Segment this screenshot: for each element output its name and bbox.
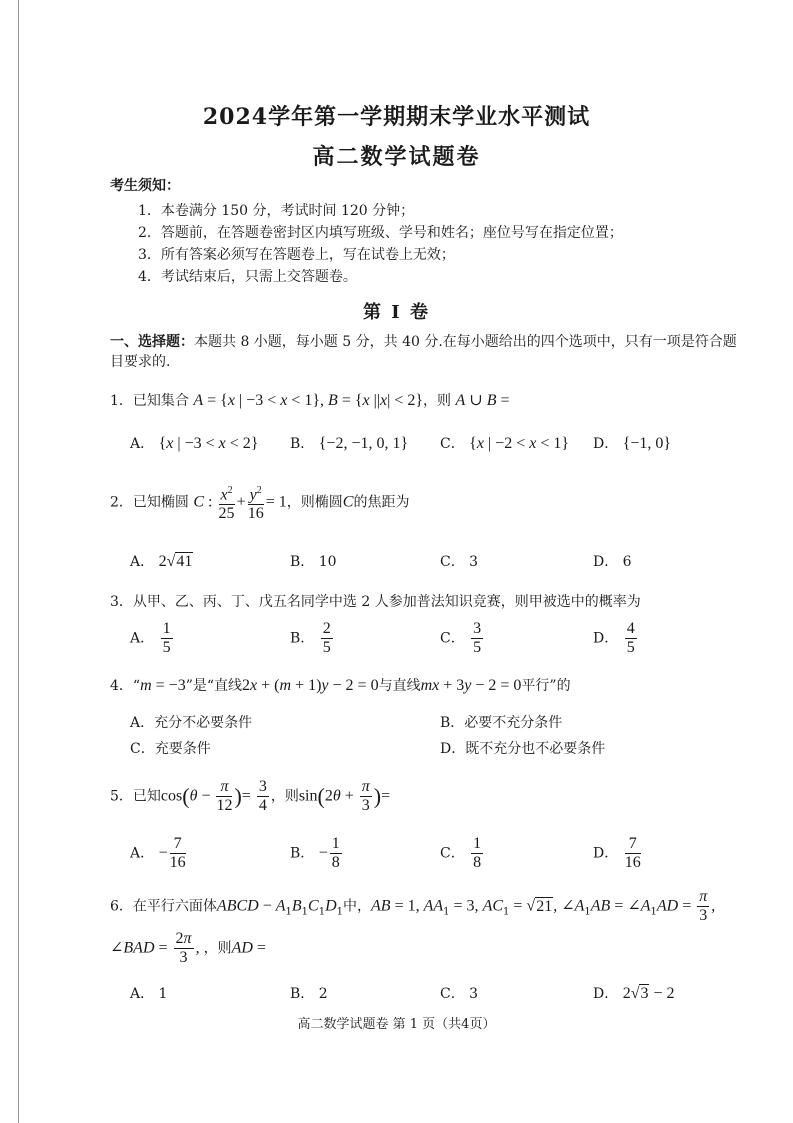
option-c: C．充要条件 bbox=[130, 741, 211, 757]
option-b: B． $\frac{2}{5}$ bbox=[290, 620, 331, 656]
notice-heading: 考生须知： bbox=[110, 178, 180, 194]
exam-subtitle: 高二数学试题卷 bbox=[312, 144, 481, 170]
option-a: A．充分不必要条件 bbox=[130, 715, 253, 731]
option-c: C． $\frac{1}{8}$ bbox=[440, 835, 482, 871]
page-footer: 高二数学试题卷 第 1 页（共4页） bbox=[297, 1017, 496, 1032]
notice-item: 4．考试结束后，只需上交答题卷。 bbox=[138, 269, 357, 285]
question-number: 1． bbox=[110, 393, 133, 409]
option-c: C． {x | −2 < x < 1} bbox=[440, 435, 570, 452]
section-intro bbox=[110, 332, 740, 372]
option-b: B． 10 bbox=[290, 554, 337, 570]
option-a: A． 2√41 bbox=[130, 553, 193, 570]
option-b: B．必要不充分条件 bbox=[440, 715, 563, 731]
option-d: D．既不充分也不必要条件 bbox=[440, 741, 606, 757]
option-a: A． $\frac{1}{5}$ bbox=[130, 620, 171, 656]
question-4: 4．“m = −3”是“直线2x + (m + 1)y − 2 = 0与直线mx + 3y − 2 = 0平行”的 bbox=[110, 677, 571, 694]
exam-title: 2024学年第一学期期末学业水平测试 bbox=[202, 104, 591, 130]
option-a: A． − $\frac{7}{16}$ bbox=[130, 835, 186, 871]
question-stem: 已知集合 bbox=[132, 393, 189, 409]
question-2: 2．已知椭圆 C : $\frac{x^2}{25}$ + $\frac{y^2}{16}$ = 1，则椭圆C的焦距为 bbox=[110, 482, 409, 523]
option-d: D． 2√3 − 2 bbox=[593, 985, 675, 1002]
option-d: D． $\frac{4}{5}$ bbox=[593, 620, 635, 656]
option-a: A． 1 bbox=[130, 986, 168, 1002]
option-d: D． 6 bbox=[593, 554, 632, 570]
option-a: A． {x | −3 < x < 2} bbox=[130, 435, 259, 452]
question-5: 5．已知cos(θ − $\frac{\pi}{12}$ )= $\frac{3}{4}$ ，则sin(2θ + $\frac{\pi}{3}$ )= bbox=[110, 778, 391, 814]
option-c: C． 3 bbox=[440, 986, 479, 1002]
notice-item: 2．答题前，在答题卷密封区内填写班级、学号和姓名；座位号写在指定位置； bbox=[138, 225, 623, 241]
notice-item: 3．所有答案必须写在答题卷上，写在试卷上无效； bbox=[138, 247, 455, 263]
question-1: 1．已知集合 A = {x | −3 < x < 1}, B = {x ||x| < 2}，则 A ∪ B = bbox=[110, 392, 510, 409]
option-d: D． {−1, 0} bbox=[593, 435, 672, 452]
option-b: B． {−2, −1, 0, 1} bbox=[290, 435, 409, 452]
option-c: C． 3 bbox=[440, 554, 479, 570]
question-6-cont: ∠BAD = $\frac{2\pi}{3}$ , ，则AD = bbox=[110, 930, 266, 966]
volume-heading: 第 Ⅰ 卷 bbox=[363, 302, 430, 323]
section-heading: 一、选择题： bbox=[110, 334, 194, 350]
option-b: B． 2 bbox=[290, 986, 328, 1002]
section-desc: 本题共 8 小题，每小题 5 分，共 40 分.在每小题给出的四个选项中，只有一项是符合题目要求的. bbox=[110, 334, 737, 370]
option-b: B． − $\frac{1}{8}$ bbox=[290, 835, 340, 871]
question-6: 6．在平行六面体ABCD − $A_1B_1C_1D_1$中，AB = 1, $AA_1 = 3$, $AC_1 = √21$, $\angle A_1AB$ = $\angle A_1AD$ = $\frac{\pi}{3}$ , bbox=[110, 888, 716, 924]
notice-item: 1．本卷满分 150 分，考试时间 120 分钟； bbox=[138, 203, 415, 219]
question-3: 3．从甲、乙、丙、丁、戊五名同学中选 2 人参加普法知识竞赛，则甲被选中的概率为 bbox=[110, 594, 641, 610]
option-c: C． $\frac{3}{5}$ bbox=[440, 620, 482, 656]
option-d: D． $\frac{7}{16}$ bbox=[593, 835, 641, 871]
math-expression: A bbox=[193, 392, 204, 409]
